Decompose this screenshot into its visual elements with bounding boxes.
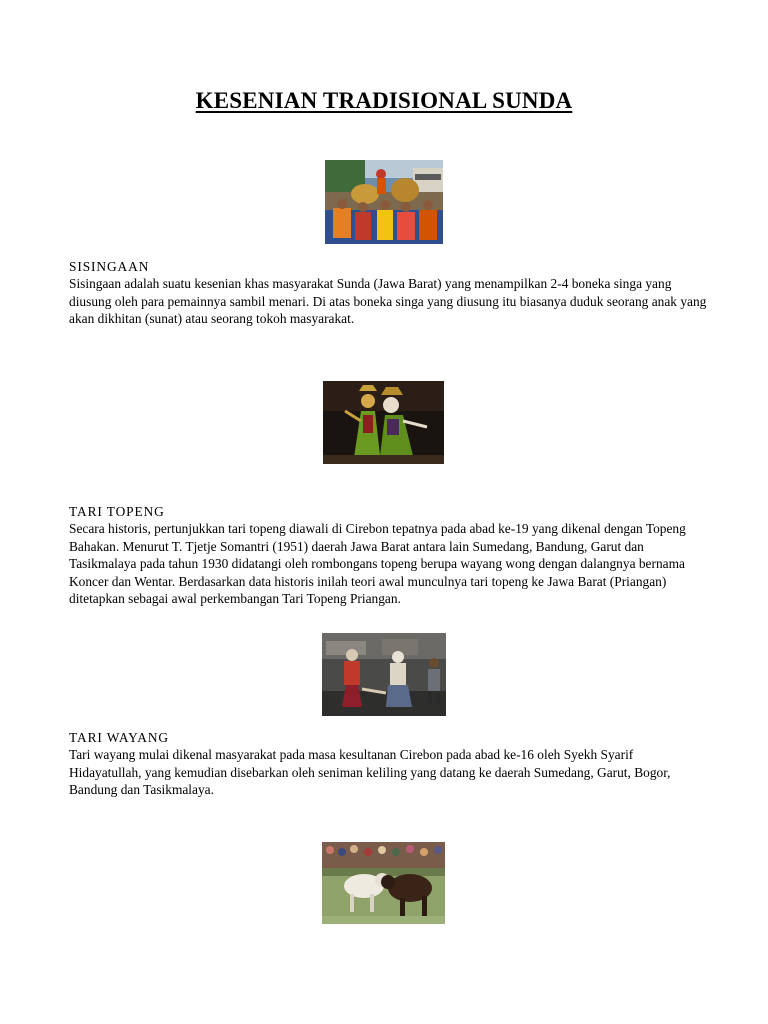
tari-wayang-photo (322, 633, 446, 716)
document-title: KESENIAN TRADISIONAL SUNDA (195, 88, 573, 113)
section-tari-wayang (69, 729, 709, 799)
section-sisingaan (69, 258, 709, 328)
adu-domba-photo (322, 842, 445, 924)
tari-topeng-photo (323, 381, 444, 464)
section-heading: TARI WAYANG (69, 730, 169, 745)
section-paragraph: Tari wayang mulai dikenal masyarakat pada masa kesultanan Cirebon pada abad ke-16 oleh Syekh Syarif Hidayatullah, yang kemudian disebarkan oleh seniman keliling yang datang ke daerah Sumedang, Garut, Bogor, Bandung dan Tasikmalaya. (69, 747, 671, 798)
section-heading: TARI TOPENG (69, 504, 165, 519)
section-tari-topeng (69, 503, 709, 607)
section-heading: SISINGAAN (69, 259, 150, 274)
sisingaan-photo (325, 160, 443, 244)
section-paragraph: Sisingaan adalah suatu kesenian khas masyarakat Sunda (Jawa Barat) yang menampilkan 2-4 boneka singa yang diusung oleh para pemainnya sambil menari. Di atas boneka singa yang diusung itu biasanya duduk seorang anak yang akan dikhitan (sunat) atau seorang tokoh masyarakat. (69, 276, 707, 327)
section-paragraph: Secara historis, pertunjukkan tari topeng diawali di Cirebon tepatnya pada abad ke-19 yang dikenal dengan Topeng Bahakan. Menurut T. Tjetje Somantri (1951) daerah Jawa Barat antara lain Sumedang, Bandung, Garut dan Tasikmalaya pada tahun 1930 didatangi oleh rombongans topeng berupa wayang wong dengan dalangnya bernama Koncer dan Wentar. Berdasarkan data historis inilah teori awal munculnya tari topeng ke Jawa Barat (Priangan) ditetapkan sebagai awal perkembangan Tari Topeng Priangan. (69, 521, 686, 607)
